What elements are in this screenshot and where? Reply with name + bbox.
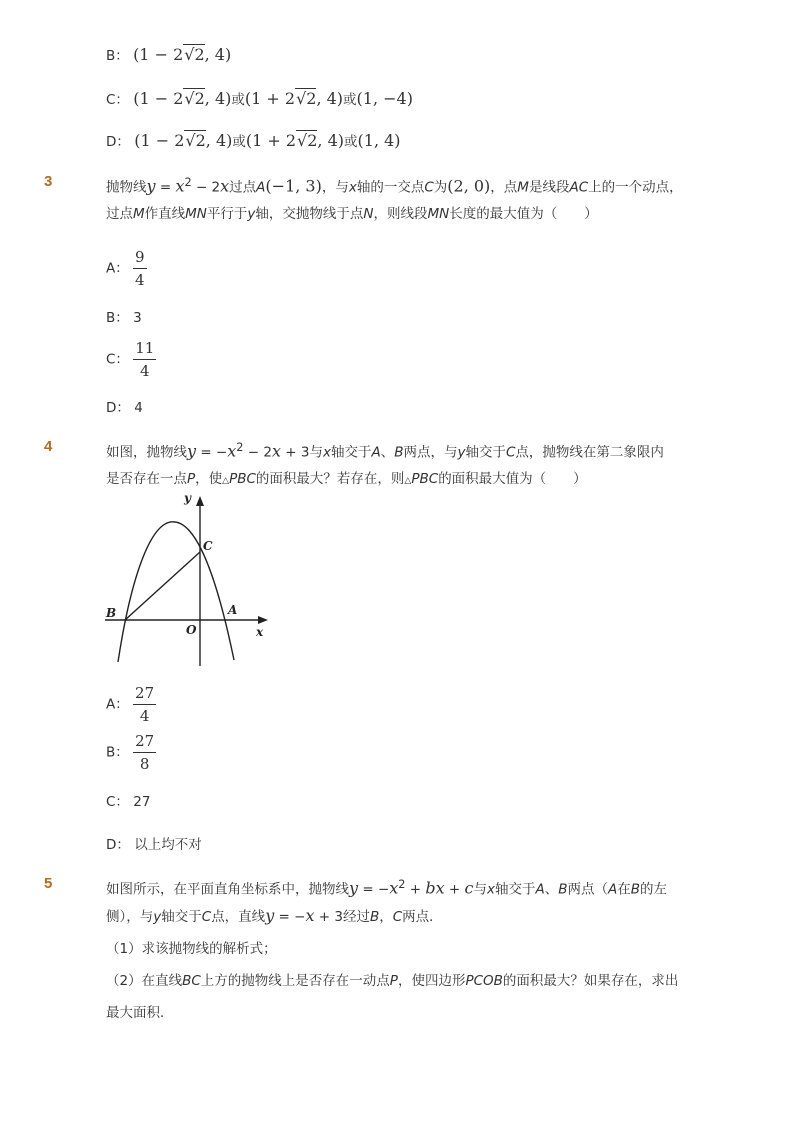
fraction: $\frac{27}{8}$: [135, 732, 155, 773]
prev-option-d[interactable]: [106, 130, 401, 150]
question-number: 4: [44, 438, 53, 455]
prev-option-b[interactable]: [106, 44, 231, 64]
question-stem-line: 如图所示，在平面直角坐标系中，抛物线$y = -x^2$ + bx + c与x轴交于A、B两点（A在B的左: [106, 878, 668, 898]
question-stem-line: （1）求该抛物线的解析式；: [106, 941, 277, 957]
segment-bc: [125, 552, 200, 620]
label-y: y: [184, 491, 191, 505]
option-label: A：: [106, 696, 129, 713]
option-label: D：: [106, 134, 130, 150]
parabola-curve: [118, 522, 234, 662]
question-stem-line: 如图，抛物线$y = -x^2 - 2x + 3$与x轴交于A、B两点，与y轴交于C点，抛物线在第二象限内: [106, 441, 664, 461]
option-text: (1 − 2√2, 4)或(1 + 2√2, 4)或(1, −4): [133, 89, 413, 108]
question-stem-line: 抛物线$y = x^2 - 2x$过点A(−1, 3)，与x轴的一交点C为(2, 0)，点M是线段AC上的一个动点，: [106, 176, 683, 196]
option-label: C：: [106, 351, 129, 368]
option-text: 27: [133, 794, 151, 810]
q3-option-b[interactable]: [106, 306, 142, 326]
option-text: 以上均不对: [134, 837, 202, 853]
x-axis-arrow: [258, 616, 268, 624]
fraction: $\frac{27}{4}$: [135, 684, 155, 725]
parabola-figure: [100, 488, 280, 668]
option-label: A：: [106, 260, 129, 277]
label-c: C: [203, 539, 213, 553]
q4-option-c[interactable]: [106, 790, 150, 810]
q3-option-c[interactable]: [106, 339, 156, 380]
option-label: B：: [106, 48, 129, 64]
question-stem-line: （2）在直线BC上方的抛物线上是否存在一动点P，使四边形PCOB的面积最大？如果存在，求出: [106, 973, 679, 989]
label-b: B: [106, 606, 117, 620]
option-label: C：: [106, 92, 129, 108]
label-x: x: [256, 625, 264, 639]
y-axis-arrow: [196, 496, 204, 506]
question-number: 3: [44, 173, 53, 190]
q3-option-d[interactable]: [106, 396, 143, 416]
option-label: D：: [106, 837, 130, 853]
q4-option-d[interactable]: [106, 833, 202, 853]
option-label: B：: [106, 310, 129, 326]
fraction: $\frac{11}{4}$: [135, 339, 155, 380]
option-label: B：: [106, 744, 129, 761]
option-label: C：: [106, 794, 129, 810]
label-a: A: [228, 603, 238, 617]
option-text: (1 − 2√2, 4): [133, 45, 232, 64]
question-stem-line: 最大面积．: [106, 1005, 174, 1021]
question-number: 5: [44, 875, 53, 892]
q4-option-b[interactable]: [106, 732, 156, 773]
option-text: 3: [133, 310, 142, 326]
option-text: (1 − 2√2, 4)或(1 + 2√2, 4)或(1, 4): [134, 131, 401, 150]
option-label: D：: [106, 400, 130, 416]
q4-option-a[interactable]: [106, 684, 156, 725]
q3-option-a[interactable]: [106, 248, 147, 289]
question-stem-line: 是否存在一点P，使△PBC的面积最大？若存在，则△PBC的面积最大值为（ ）: [106, 471, 587, 487]
fraction: $\frac{9}{4}$: [135, 248, 145, 289]
question-stem-line: 侧），与y轴交于C点，直线y = −x + 3经过B，C两点．: [106, 906, 443, 925]
prev-option-c[interactable]: [106, 88, 413, 108]
label-o: O: [186, 623, 197, 637]
option-text: 4: [134, 400, 143, 416]
question-stem-line: 过点M作直线MN平行于y轴，交抛物线于点N，则线段MN长度的最大值为（ ）: [106, 206, 598, 222]
